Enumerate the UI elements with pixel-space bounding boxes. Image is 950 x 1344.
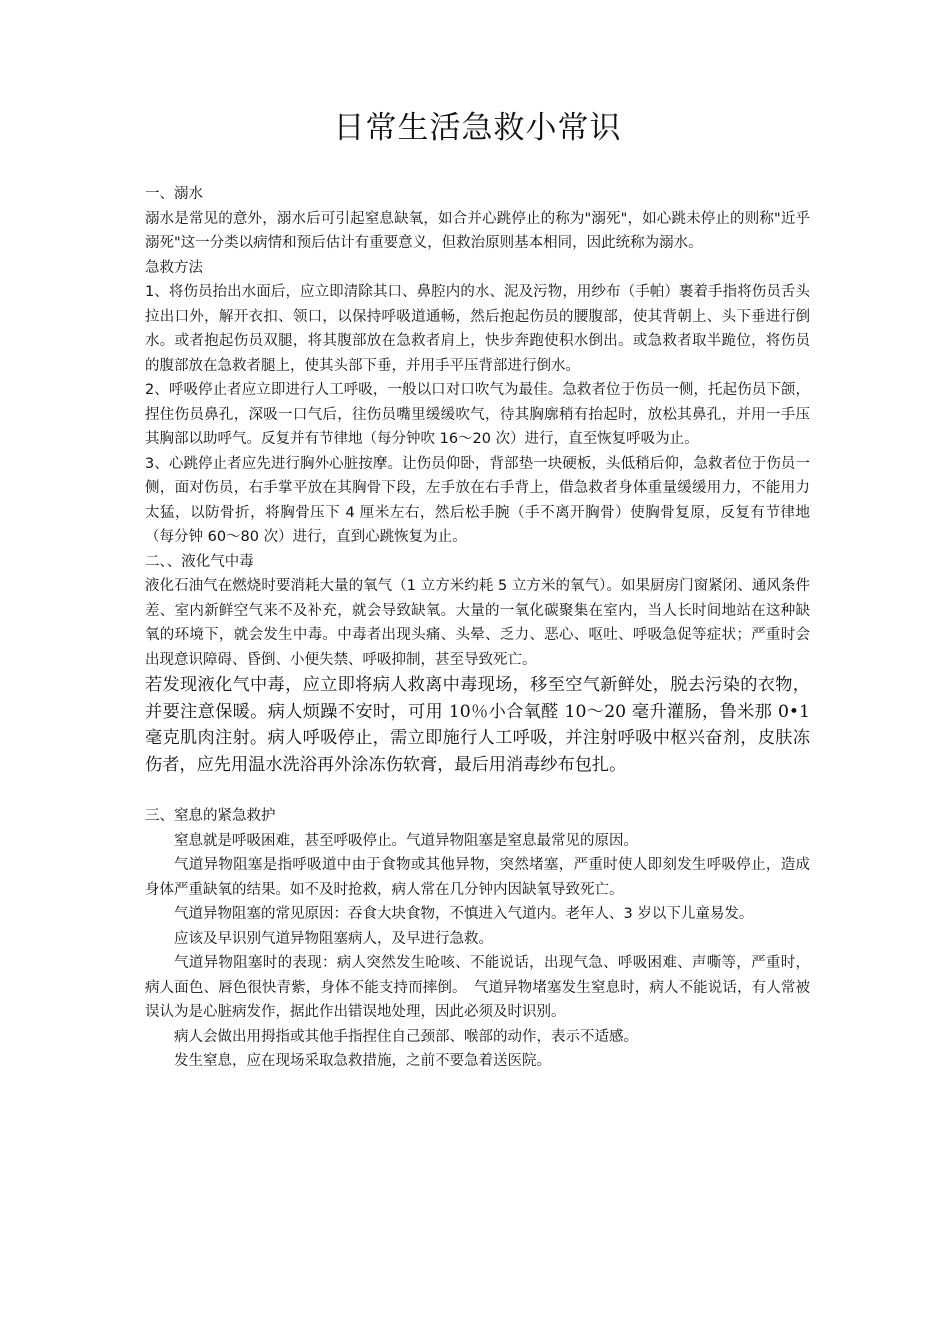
section-heading-choking: 三、窒息的紧急救护 [145, 808, 276, 824]
section-heading-gas: 二、、液化气中毒 [145, 553, 254, 570]
section-heading-drowning: 一、溺水 [145, 186, 203, 202]
drowning-step-3: 3、心跳停止者应先进行胸外心脏按摩。让伤员仰卧，背部垫一块硬板，头低稍后仰，急救者位于伤员一侧，面对伤员，右手掌平放在其胸骨下段，左手放在右手背上，借急救者身体重量缓缓用力，不能用力太猛，以防骨折，将胸骨压下 4 厘米左右，然后松手腕（手不离开胸骨）使胸骨复原，反复有节律地（每分钟 60～80 次）进行，直到心跳恢复为止。 [145, 455, 810, 545]
choking-paragraph-3: 气道异物阻塞的常见原因：吞食大块食物，不慎进入气道内。老年人、3 岁以下儿童易发。 [174, 906, 754, 922]
document-title: 日常生活急救小常识 [333, 110, 622, 146]
choking-paragraph-2: 气道异物阻塞是指呼吸道中由于食物或其他异物，突然堵塞，严重时使人即刻发生呼吸停止，造成身体严重缺氧的结果。如不及时抢救，病人常在几分钟内因缺氧导致死亡。 [145, 857, 810, 898]
choking-paragraph-7: 发生窒息，应在现场采取急救措施，之前不要急着送医院。 [174, 1053, 551, 1069]
choking-paragraph-6: 病人会做出用拇指或其他手指捏住自己颈部、喉部的动作，表示不适感。 [174, 1028, 638, 1045]
drowning-step-2: 2、呼吸停止者应立即进行人工呼吸，一般以口对口吹气为最佳。急救者位于伤员一侧，托起伤员下颌，捏住伤员鼻孔，深吸一口气后，往伤员嘴里缓缓吹气，待其胸廓稍有抬起时，放松其鼻孔，并用一手压其胸部以助呼气。反复并有节律地（每分钟吹 16～20 次）进行，直至恢复呼吸为止。 [145, 382, 810, 447]
drowning-step-1: 1、将伤员抬出水面后，应立即清除其口、鼻腔内的水、泥及污物，用纱布（手帕）裹着手指将伤员舌头拉出口外，解开衣扣、领口，以保持呼吸道通畅，然后抱起伤员的腰腹部，使其背朝上、头下垂进行倒水。或者抱起伤员双腿，将其腹部放在急救者肩上，快步奔跑使积水倒出。或急救者取半跪位，将伤员的腹部放在急救者腿上，使其头部下垂，并用手平压背部进行倒水。 [145, 284, 810, 374]
gas-treatment: 若发现液化气中毒，应立即将病人救离中毒现场，移至空气新鲜处，脱去污染的衣物，并要注意保暖。病人烦躁不安时，可用 10％小合氧醛 10～20 毫升灌肠，鲁米那 0•1 毫克肌肉注射。病人呼吸停止，需立即施行人工呼吸，并注射呼吸中枢兴奋剂，皮肤冻伤者，应先用温水洗浴再外涂冻伤软膏，最后用消毒纱布包扎。 [145, 675, 810, 775]
drowning-intro: 溺水是常见的意外，溺水后可引起窒息缺氧，如合并心跳停止的称为"溺死"，如心跳未停止的则称"近乎溺死"这一分类以病情和预后估计有重要意义，但救治原则基本相同，因此统称为溺水。 [145, 210, 810, 251]
choking-paragraph-1: 窒息就是呼吸困难，甚至呼吸停止。气道异物阻塞是窒息最常见的原因。 [174, 832, 638, 849]
gas-intro: 液化石油气在燃烧时要消耗大量的氧气（1 立方米约耗 5 立方米的氧气）。如果厨房门窗紧闭、通风条件差、室内新鲜空气来不及补充，就会导致缺氧。大量的一氧化碳聚集在室内，当人长时间地站在这种缺氧的环境下，就会发生中毒。中毒者出现头痛、头晕、乏力、恶心、呕吐、呼吸急促等症状；严重时会出现意识障碍、昏倒、小便失禁、呼吸抑制，甚至导致死亡。 [145, 578, 810, 668]
choking-paragraph-5: 气道异物阻塞时的表现：病人突然发生呛咳、不能说话，出现气急、呼吸困难、声嘶等，严重时，病人面色、唇色很快青紫，身体不能支持而摔倒。 气道异物堵塞发生窒息时，病人不能说话，有人常被误认为是心脏病发作，据此作出错误地处理，因此必须及时识别。 [145, 955, 810, 1020]
section-spacer [145, 778, 810, 804]
document-page [145, 100, 810, 1074]
choking-paragraph-4: 应该及早识别气道异物阻塞病人，及早进行急救。 [174, 930, 493, 947]
drowning-method-heading: 急救方法 [145, 259, 203, 276]
